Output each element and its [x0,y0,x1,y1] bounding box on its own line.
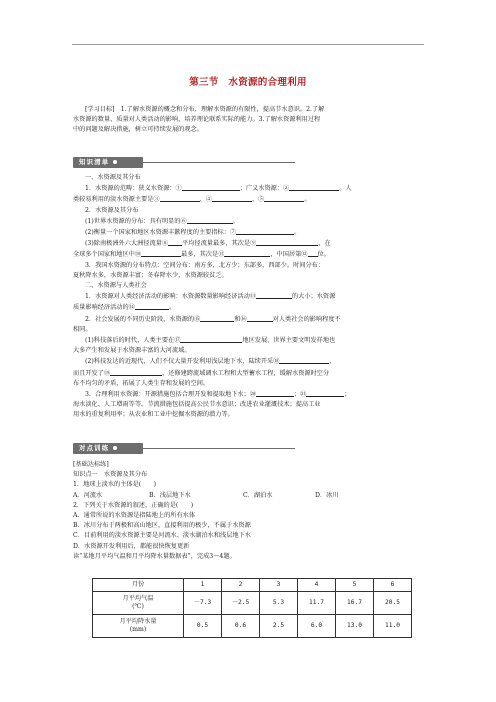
table-cell: 2.5 [260,615,298,638]
table-row [93,579,412,592]
blank-12 [308,249,318,257]
blank-21 [306,389,344,397]
section-rule [143,448,295,449]
row-label: 月平均气温 (℃) [93,592,184,615]
option-d: D．水资源开发利用后，都能很快恢复更新 [73,542,190,550]
section-header-practice [73,443,295,455]
table-header-cell: 2 [222,579,260,592]
blank-15 [200,314,234,322]
header-rule [72,44,424,45]
table-cell: 0.6 [222,615,260,638]
text-line: 2．水资源及其分布 [85,206,139,214]
text-line: 海水淡化、人工增雨等等。节流措施包括提高公民节水意识；改进农业灌溉技术；提高工业 [73,401,321,409]
objectives-line: [学习目标] 1.了解水资源的概念和分布，理解水资源的有限性，提高节水意识。2.了解 [85,106,325,113]
text-line: 2．社会发展的不同历史阶段，水资源的⑮ 和⑯ 对人类社会的影响程度不 [85,315,341,323]
blank-16 [247,314,273,322]
text-line: 质量影响经济活动的⑭ 。 [73,304,176,312]
text-line: (2)衡量一个国家和地区水资源丰歉程度的主要指标：⑦ 。 [85,229,301,237]
table-header-cell: 1 [184,579,222,592]
text-line: (2)科技发达的近现代，人们不仅大量开发利用浅层地下水，陆续开采⑱ ， [85,358,336,366]
text-line: 一、水资源及其分布 [85,174,141,181]
blank-1 [182,183,240,191]
blank-3 [160,194,200,202]
text-line: 类较易利用的淡水资源主要是③ 、④ 、⑤ 。 [73,196,311,204]
text-line: 二、水资源与人类社会 [85,282,147,290]
text-line: 全球多个国家和地区中⑩ 最多，其次是⑪ ，中国居第⑫ 位。 [73,251,330,259]
text-line: 1．水资源的范畴：狭义水资源：① ；广义水资源：② 。人 [85,185,352,193]
text-line: (3)除南极洲外六大洲径流量⑧ 平均径流量最多，其次是⑨ ，在 [85,240,331,248]
text-line: 知识点一 水资源及其分布 [73,471,148,479]
learning-objectives [73,105,423,136]
table-row [93,615,412,638]
table-cell: －7.3 [184,592,222,615]
blank-20 [256,389,294,397]
blank-9 [256,238,318,246]
option-b: B．冰川分布于两极和高山地区，直接利用的极少，不属于水资源 [73,522,251,530]
question-2: 2．下列关于水资源的叙述，正确的是( ) [73,501,194,509]
objectives-line: 中的问题及解决措施，树立可持续发展的观念。 [73,126,203,134]
table-header-cell: 4 [298,579,336,592]
section-badge [73,443,143,454]
table-cell: 13.0 [336,615,374,638]
option-c: C．目前利用的淡水资源主要是河流水、淡水湖泊水和浅层地下水 [73,532,251,540]
table-cell: 20.5 [374,592,412,615]
blank-18 [279,356,329,364]
blank-13 [256,291,292,299]
blank-11 [224,249,270,257]
table-cell: 6.0 [298,615,336,638]
section-badge-label: 知识清单 [79,158,110,166]
table-header-cell: 月份 [93,579,184,592]
dot-icon [113,160,117,164]
text-line: 相同。 [73,325,92,333]
blank-14 [135,302,169,310]
table-intro: 读“某地月平均气温和月平均降水量数据表”，完成3～4题。 [73,552,236,560]
section-header-knowledge [73,157,295,169]
blank-17 [180,335,242,343]
text-line: 而且开发了⑲ ，还修建跨流域调水工程和大型蓄水工程，缓解水资源时空分 [73,369,330,377]
blank-10 [141,249,181,257]
table-cell: 5.3 [260,592,298,615]
blank-6 [187,216,233,224]
section-badge-label: 对点训练 [79,444,110,452]
text-line: (1)世界水资源的分布：具有明显的⑥ 。 [85,217,239,225]
text-line: 大多产生和发展于水资源丰富的大河流域。 [73,347,191,355]
blank-2 [289,183,339,191]
text-line: 3．合理利用水资源：开源措施包括合理开发和提取地下水；⑳ ；㉑ ； [85,391,351,399]
text-line: 夏秋降水多，水资源丰富；冬春降水少，水资源较贫乏。 [73,271,228,279]
table-header-cell: 3 [260,579,298,592]
blank-7 [236,227,294,235]
table-cell: －2.5 [222,592,260,615]
text-line: 3．我国水资源的分布特点：空间分布：南方多，北方少；东部多，西部少。时间分布： [85,261,325,269]
blank-4 [212,194,252,202]
option-a: A．通常所说的水资源是指陆地上的所有水体 [73,512,196,520]
blank-8 [168,238,182,246]
table-header-cell: 5 [336,579,374,592]
table-cell: 11.7 [298,592,336,615]
text-line: [基础达标练] [73,461,109,468]
blank-19 [110,368,162,376]
blank-5 [264,194,304,202]
question-1-options: A．河流水 B．浅层地下水 C．湖泊水 D．冰川 [73,491,339,499]
section-rule [143,162,295,163]
text-line: 1．水资源对人类经济活动的影响：水资源数量影响经济活动⑬ 的大小；水资源 [85,293,336,301]
table-cell: 0.5 [184,615,222,638]
knowledge-list [73,173,423,421]
section-badge [73,157,143,168]
text-line: 布不均匀的矛盾，拓展了人类生存和发展的空间。 [73,379,210,387]
table-header-cell: 6 [374,579,412,592]
text-line: 用水的重复利用率；从农业和工业中挖掘水资源的潜力等。 [73,411,234,419]
page-title: 第三节 水资源的合理利用 [189,77,307,88]
practice-questions [73,460,423,562]
table-cell: 16.7 [336,592,374,615]
dot-icon [113,446,117,450]
question-1: 1．地球上淡水的主体是( ) [73,481,157,489]
table-row [93,592,412,615]
row-label: 月平均降水量 (mm) [93,615,184,638]
climate-data-table [92,578,412,638]
objectives-line: 水资源的数量、质量对人类活动的影响，培养理论联系实际的能力。3.了解水资源利用过程 [73,116,321,124]
text-line: (1)科技落后的时代，人类主要在⑰ 地区发展，世界主要文明发祥地也 [85,337,336,345]
table-cell: 11.0 [374,615,412,638]
